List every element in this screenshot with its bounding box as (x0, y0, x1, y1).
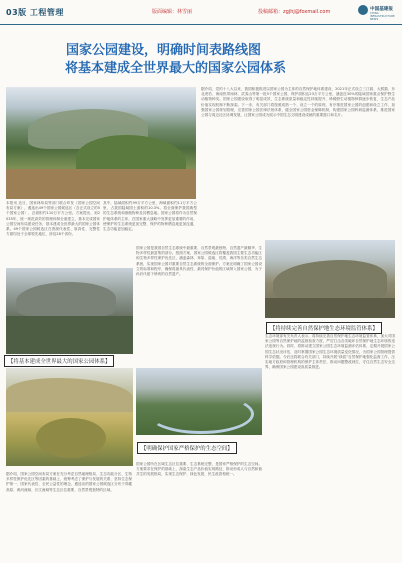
caption-supervision-system: 【将持续完善自然保护地生态环境监管体系】 (266, 322, 382, 334)
logo-name: 中国基建报 (370, 7, 393, 12)
page-header (0, 0, 402, 25)
caption-national-park-system: 【将基本建成全世界最大的国家公园体系】 (4, 355, 114, 367)
article-paragraph: 国家公园是我国自然生态系统中最重要、自然景观最独特、自然遗产最精华、生物多样性最富集的部分。按照方案，国家公园候选区将覆盖我国主要生态功能区和生物多样性保护优先区，涵盖森林、草原、湿地、荒漠、海洋等各类自然生态系统，实现国家公园对重要自然生态系统的全面保护。方案还明确了国家公园设立的标准和程序，确保将最具代表性、最具保护价值的区域纳入国家公园，为子孙后代留下珍贵的自然遗产。 (136, 246, 262, 277)
article-paragraph: 国家公园所在区域生态区位重要、生态系统完整，是国家严格保护的生态空间。方案要求在保护的基础上，探索生态产品价值实现路径，推动形成人与自然和谐共生的发展格局，实现生态保护、绿色发展、民生改善相统一。 (136, 462, 262, 477)
article-paragraph: 其中，陆域面积约99万平方公里，海域面积约11万平方公里，占我国陆域国土面积的10.3%，将全面保护我国典型的生态系统和旗舰物种及其栖息地。国家公园将作为自然保护地体系的主体，在国家重大战略中发挥更加重要的作用，使保护的生态系统更加完整，保护的物种栖息地更加连通，生态功能更加稳定。 (103, 201, 197, 232)
headline-line-2: 将基本建成全世界最大的国家公园体系 (65, 61, 287, 76)
submission-email[interactable]: 投稿邮箱：zgjhj@foxmail.com (258, 9, 331, 15)
mountain-landscape-photo (6, 87, 196, 199)
river-valley-photo (136, 368, 262, 435)
article-paragraph: 据介绍，党的十八大以来，我国积极推进以国家公园为主体的自然保护地体系建设，2021年正式设立三江源、大熊猫、东北虎豹、海南热带雨林、武夷山等第一批5个国家公园，保护面积达23万平方公里，涵盖近30%的陆域国家重点保护野生动植物种类。国家公园建设取得了明显成效，生态系统质量和稳定性持续提升，珍稀野生动植物种群逐步恢复，生态产品价值实现机制不断探索。下一步，有关部门将按照成熟一个、设立一个的原则，有序推进国家公园的创建和设立工作，加强国家公园规划管理，完善国家公园法律法规体系，健全国家公园资金保障机制，构建国家公园科研监测体系，推进国家公园与周边社区协调发展，让国家公园成为展示中国生态文明建设成就的重要窗口和名片。 (201, 87, 395, 118)
caption-strict-protection: 【明确保护国家严格保护的生态空间】 (137, 442, 237, 454)
logo-subtitle: CHINA INFRASTRUCTURE NEWS (370, 12, 395, 21)
grassland-photo (6, 368, 133, 466)
article-paragraph: 生态环境部有关负责人表示，将持续完善自然保护地生态环境监管体系，加大对国家公园等自然保护地的监督检查力度，严厉打击各类破坏自然保护地生态环境的违法违规行为。同时，将推动建立国家公园生态环境监测评估体系，定期开展国家公园生态状况评估，及时掌握国家公园生态环境质量变化情况，为国家公园管理提供科学依据。今后还将联合有关部门，持续开展“绿盾”自然保护地强化监督工作，压实地方政府和管理机构的保护主体责任，推动问题整改到位，守住自然生态安全边界，确保国家公园建设高质量推进。 (265, 334, 395, 370)
wetland-photo (265, 240, 395, 318)
headline-line-1: 国家公园建设，明确时间表路线图 (66, 43, 262, 58)
article-paragraph: 本报讯 近日，国家林草局等部门联合印发《国家公园空间布局方案》，遴选出49个国家公园候选区（含正式设立的5个国家公园），总面积约110万平方公里。方案提出，到2035年，统一规范高效的管理体制全面建立，基本完成国家公园空间布局建设任务，基本建成全世界最大的国家公园体系。49个国家公园候选区在资源代表性、原真性、完整性方面均处于全球领先地位，涉及28个省份。 (6, 201, 100, 237)
forest-ridge-photo (6, 268, 133, 354)
page-section-label: 03版 工程管理 (6, 8, 64, 17)
editor-credit: 版面编辑：林雪丽 (152, 9, 193, 15)
article-paragraph: 据介绍，国家公园空间布局方案在充分考虑自然地理格局、生态功能分区、生物多样性保护优先区等因素的基础上，统筹考虑了保护与发展的关系，坚持生态保护第一、国家代表性、全民公益性的理念，遴选出的国家公园候选区分布于青藏高原、黄河流域、长江流域等生态区位重要、自然景观独特的区域。 (6, 472, 132, 492)
newspaper-logo (358, 4, 398, 21)
logo-seal-icon (358, 5, 368, 15)
